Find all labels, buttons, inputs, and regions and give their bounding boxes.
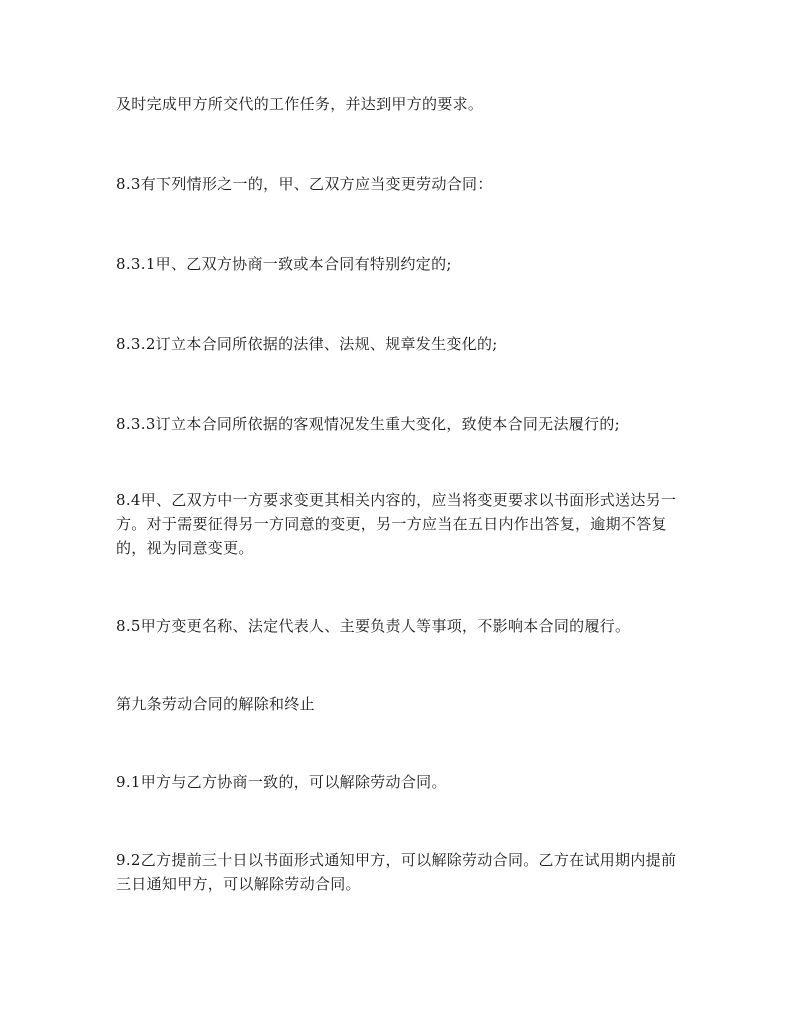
paragraph-8-3: 8.3有下列情形之一的，甲、乙双方应当变更劳动合同： bbox=[116, 175, 493, 193]
paragraph-8-5: 8.5甲方变更名称、法定代表人、主要负责人等事项，不影响本合同的履行。 bbox=[116, 617, 631, 635]
paragraph-8-3-2: 8.3.2订立本合同所依据的法律、法规、规章发生变化的; bbox=[116, 335, 498, 353]
paragraph-9-2: 9.2乙方提前三十日以书面形式通知甲方，可以解除劳动合同。乙方在试用期内提前三日通知甲方，可以解除劳动合同。 bbox=[116, 851, 677, 893]
article-9-heading: 第九条劳动合同的解除和终止 bbox=[116, 695, 315, 713]
paragraph-8-4: 8.4甲、乙双方中一方要求变更其相关内容的，应当将变更要求以书面形式送达另一方。对于需要征得另一方同意的变更，另一方应当在五日内作出答复，逾期不答复的，视为同意变更。 bbox=[116, 491, 677, 557]
paragraph-task-completion: 及时完成甲方所交代的工作任务，并达到甲方的要求。 bbox=[116, 95, 484, 113]
paragraph-8-3-3: 8.3.3订立本合同所依据的客观情况发生重大变化，致使本合同无法履行的; bbox=[116, 415, 621, 433]
paragraph-8-3-1: 8.3.1甲、乙双方协商一致或本合同有特别约定的; bbox=[116, 255, 452, 273]
paragraph-9-1: 9.1甲方与乙方协商一致的，可以解除劳动合同。 bbox=[116, 773, 447, 791]
